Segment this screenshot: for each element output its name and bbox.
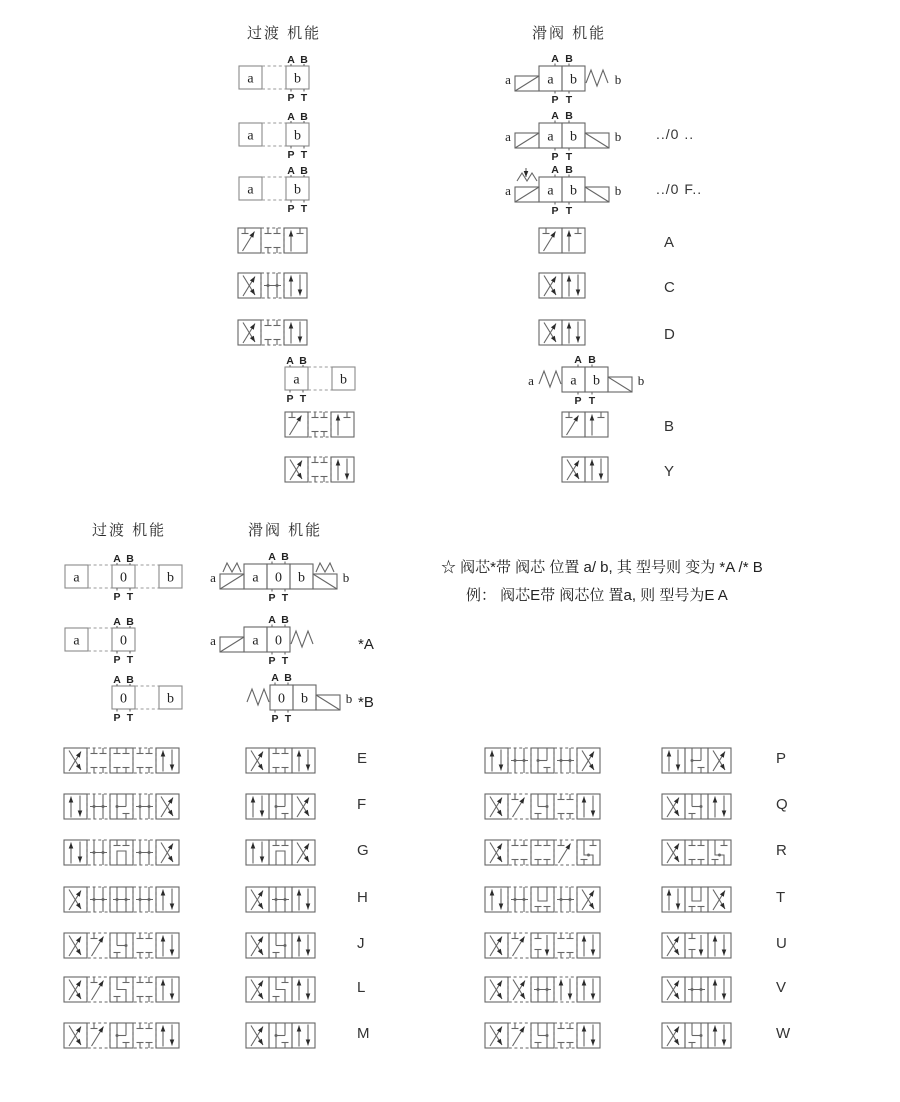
type-tag-0F: ../0 F..	[656, 181, 703, 197]
type-tag-0: ../0 ..	[656, 126, 695, 142]
svg-text:B: B	[284, 672, 292, 684]
spool-W-main	[660, 1021, 735, 1051]
svg-text:b: b	[298, 570, 305, 586]
svg-text:T: T	[588, 395, 596, 407]
svg-text:T: T	[126, 712, 134, 724]
svg-text:P: P	[268, 655, 276, 667]
svg-text:b: b	[570, 129, 577, 145]
svg-text:0: 0	[120, 633, 127, 649]
svg-text:0: 0	[120, 691, 127, 707]
spool-B-transition	[283, 410, 358, 440]
spool-T-label: T	[776, 889, 786, 906]
svg-text:B: B	[588, 354, 596, 366]
svg-text:b: b	[345, 691, 353, 706]
spool-J-label: J	[357, 935, 365, 952]
spool-Y-transition	[283, 455, 358, 485]
svg-text:0: 0	[278, 691, 285, 707]
transition-boxes-b-group	[283, 354, 357, 403]
section1-transition-header: 过渡 机能	[247, 25, 322, 42]
svg-text:A: A	[268, 551, 276, 563]
svg-text:B: B	[300, 54, 308, 66]
valve-symbol-double-solenoid	[503, 110, 627, 162]
note-line-2: 例： 阀芯E带 阀芯位 置a, 则 型号为E A	[466, 587, 728, 604]
svg-text:a: a	[247, 182, 254, 198]
svg-text:T: T	[284, 713, 292, 725]
svg-text:B: B	[281, 614, 289, 626]
svg-text:a: a	[505, 183, 511, 198]
section2-spool-header: 滑阀 机能	[248, 522, 323, 539]
spool-U-main	[660, 931, 735, 961]
valve-symbol-detent	[503, 164, 627, 216]
spool-C-label: C	[664, 279, 675, 296]
svg-text:B: B	[565, 53, 573, 65]
starA-label: *A	[358, 636, 374, 653]
spool-L-main	[244, 975, 319, 1005]
svg-text:b: b	[294, 182, 301, 198]
spool-L-transition	[62, 975, 183, 1005]
svg-text:a: a	[547, 72, 554, 88]
svg-text:b: b	[294, 128, 301, 144]
svg-text:A: A	[268, 614, 276, 626]
spool-E-label: E	[357, 750, 368, 767]
note-line-1: ☆ 阀芯*带 阀芯 位置 a/ b, 其 型号则 变为 *A /* B	[441, 559, 763, 576]
svg-text:B: B	[565, 110, 573, 122]
starB-label: *B	[358, 694, 374, 711]
svg-text:T: T	[565, 205, 573, 217]
spool-G-label: G	[357, 842, 369, 859]
svg-text:A: A	[286, 355, 294, 367]
svg-text:A: A	[574, 354, 582, 366]
spool-P-transition	[483, 746, 604, 776]
svg-text:a: a	[247, 128, 254, 144]
spool-F-main	[244, 792, 319, 822]
spool-A-main	[537, 226, 589, 256]
svg-text:a: a	[505, 129, 511, 144]
svg-text:a: a	[73, 633, 80, 649]
valve-symbol-starA	[208, 614, 318, 666]
svg-text:b: b	[614, 183, 622, 198]
spool-C-main	[537, 271, 589, 301]
valve-symbol-spring-offset	[503, 53, 627, 105]
svg-text:B: B	[281, 551, 289, 563]
valve-symbol-starB	[246, 672, 358, 724]
svg-text:b: b	[570, 183, 577, 199]
transition-boxes-a0	[63, 615, 137, 664]
spool-F-transition	[62, 792, 183, 822]
svg-text:P: P	[286, 393, 294, 405]
svg-text:a: a	[210, 633, 216, 648]
section1-spool-header: 滑阀 机能	[532, 25, 607, 42]
spool-Y-label: Y	[664, 463, 675, 480]
svg-text:b: b	[301, 691, 308, 707]
svg-text:a: a	[547, 129, 554, 145]
transition-boxes-ab-3	[237, 164, 311, 213]
svg-text:b: b	[294, 71, 301, 87]
spool-U-transition	[483, 931, 604, 961]
transition-boxes-a0b	[63, 552, 184, 601]
svg-text:P: P	[287, 203, 295, 215]
svg-text:a: a	[210, 570, 216, 585]
svg-text:T: T	[565, 94, 573, 106]
svg-text:T: T	[299, 393, 307, 405]
svg-text:T: T	[126, 654, 134, 666]
svg-text:B: B	[126, 616, 134, 628]
spool-U-label: U	[776, 935, 787, 952]
svg-text:P: P	[268, 592, 276, 604]
svg-text:A: A	[287, 111, 295, 123]
svg-text:T: T	[300, 149, 308, 161]
spool-D-transition	[236, 318, 311, 348]
spool-L-label: L	[357, 979, 366, 996]
svg-text:a: a	[247, 71, 254, 87]
svg-text:T: T	[126, 591, 134, 603]
svg-text:b: b	[614, 129, 622, 144]
svg-text:P: P	[113, 712, 121, 724]
svg-text:0: 0	[275, 570, 282, 586]
svg-text:T: T	[565, 151, 573, 163]
spool-E-transition	[62, 746, 183, 776]
svg-text:P: P	[574, 395, 582, 407]
spool-R-transition	[483, 838, 604, 868]
svg-text:A: A	[271, 672, 279, 684]
svg-text:b: b	[342, 570, 350, 585]
svg-text:A: A	[113, 616, 121, 628]
svg-text:P: P	[287, 149, 295, 161]
svg-text:a: a	[252, 570, 259, 586]
spool-V-main	[660, 975, 735, 1005]
svg-text:a: a	[570, 373, 577, 389]
svg-text:B: B	[299, 355, 307, 367]
valve-symbol-b-group	[526, 354, 650, 406]
svg-text:a: a	[528, 373, 534, 388]
svg-text:A: A	[287, 54, 295, 66]
spool-G-transition	[62, 838, 183, 868]
spool-R-main	[660, 838, 735, 868]
svg-text:b: b	[593, 373, 600, 389]
spool-Q-main	[660, 792, 735, 822]
spool-R-label: R	[776, 842, 787, 859]
spool-F-label: F	[357, 796, 367, 813]
svg-text:T: T	[281, 655, 289, 667]
svg-text:P: P	[271, 713, 279, 725]
spool-Y-main	[560, 455, 612, 485]
svg-text:B: B	[300, 111, 308, 123]
svg-text:B: B	[126, 674, 134, 686]
spool-B-main	[560, 410, 612, 440]
svg-text:0: 0	[120, 570, 127, 586]
svg-text:A: A	[551, 164, 559, 176]
svg-text:P: P	[113, 654, 121, 666]
valve-symbol-3pos-spring-centered	[208, 551, 355, 603]
spool-W-transition	[483, 1021, 604, 1051]
spool-J-main	[244, 931, 319, 961]
svg-text:A: A	[551, 53, 559, 65]
svg-text:a: a	[293, 372, 300, 388]
spool-T-main	[660, 885, 735, 915]
spool-B-label: B	[664, 418, 675, 435]
svg-text:a: a	[505, 72, 511, 87]
spool-D-main	[537, 318, 589, 348]
svg-text:a: a	[252, 633, 259, 649]
svg-text:0: 0	[275, 633, 282, 649]
svg-text:b: b	[340, 372, 347, 388]
spool-M-label: M	[357, 1025, 370, 1042]
svg-text:A: A	[551, 110, 559, 122]
spool-D-label: D	[664, 326, 675, 343]
svg-text:P: P	[551, 94, 559, 106]
spool-E-main	[244, 746, 319, 776]
svg-text:P: P	[113, 591, 121, 603]
transition-boxes-ab-2	[237, 110, 311, 159]
transition-boxes-0b	[110, 673, 184, 722]
spool-A-transition	[236, 226, 311, 256]
svg-text:a: a	[547, 183, 554, 199]
svg-text:B: B	[300, 165, 308, 177]
svg-text:P: P	[551, 205, 559, 217]
spool-M-main	[244, 1021, 319, 1051]
svg-text:b: b	[637, 373, 645, 388]
svg-text:T: T	[281, 592, 289, 604]
spool-V-label: V	[776, 979, 787, 996]
transition-boxes-ab-1	[237, 53, 311, 102]
section2-transition-header: 过渡 机能	[92, 522, 167, 539]
spool-W-label: W	[776, 1025, 791, 1042]
svg-text:T: T	[300, 92, 308, 104]
svg-text:b: b	[167, 691, 174, 707]
svg-text:b: b	[614, 72, 622, 87]
svg-text:a: a	[73, 570, 80, 586]
spool-J-transition	[62, 931, 183, 961]
spool-V-transition	[483, 975, 604, 1005]
spool-M-transition	[62, 1021, 183, 1051]
svg-text:T: T	[300, 203, 308, 215]
spool-H-label: H	[357, 889, 368, 906]
spool-C-transition	[236, 271, 311, 301]
spool-T-transition	[483, 885, 604, 915]
svg-text:b: b	[570, 72, 577, 88]
spool-H-transition	[62, 885, 183, 915]
svg-text:A: A	[287, 165, 295, 177]
spool-Q-transition	[483, 792, 604, 822]
svg-text:P: P	[287, 92, 295, 104]
svg-text:A: A	[113, 553, 121, 565]
spool-Q-label: Q	[776, 796, 788, 813]
spool-P-label: P	[776, 750, 787, 767]
svg-text:b: b	[167, 570, 174, 586]
svg-text:B: B	[126, 553, 134, 565]
svg-text:P: P	[551, 151, 559, 163]
svg-text:B: B	[565, 164, 573, 176]
spool-A-label: A	[664, 234, 675, 251]
spool-G-main	[244, 838, 319, 868]
svg-text:A: A	[113, 674, 121, 686]
spool-P-main	[660, 746, 735, 776]
spool-H-main	[244, 885, 319, 915]
